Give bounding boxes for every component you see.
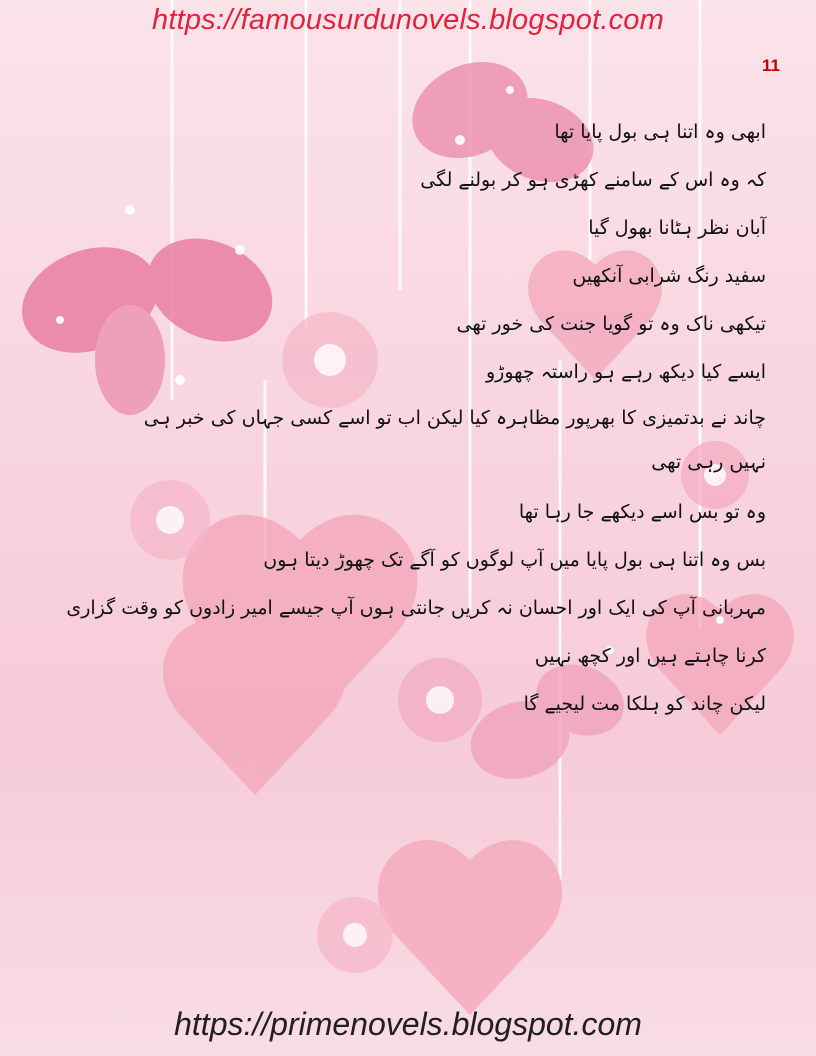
text-line: وہ تو بس اسے دیکھے جا رہا تھا (518, 501, 766, 523)
bottom-watermark-url: https://primenovels.blogspot.com (174, 1006, 642, 1042)
text-line: بس وہ اتنا ہی بول پایا میں آپ لوگوں کو آگے تک چھوڑ دیتا ہوں (263, 549, 766, 571)
novel-text-body (66, 108, 766, 728)
text-line: لیکن چاند کو ہلکا مت لیجیے گا (523, 693, 766, 715)
text-line: مہربانی آپ کی ایک اور احسان نہ کریں جانتی ہوں آپ جیسے امیر زادوں کو وقت گزاری (66, 597, 766, 619)
text-line: آبان نظر ہٹانا بھول گیا (588, 217, 766, 239)
text-line: تیکھی ناک وہ تو گویا جنت کی خور تھی (456, 313, 766, 335)
text-line: ایسے کیا دیکھ رہے ہو راستہ چھوڑو (486, 361, 766, 383)
page-number: 11 (762, 56, 780, 75)
top-watermark-url: https://famousurdunovels.blogspot.com (152, 4, 664, 36)
text-line: کرنا چاہتے ہیں اور کچھ نہیں (534, 645, 766, 667)
text-line: سفید رنگ شرابی آنکھیں (572, 265, 766, 287)
text-line: ابھی وہ اتنا ہی بول پایا تھا (554, 121, 766, 143)
text-line: چاند نے بدتمیزی کا بھرپور مظاہرہ کیا لیکن اب تو اسے کسی جہاں کی خبر ہی نہیں رہی تھی (143, 407, 766, 473)
text-line: کہ وہ اس کے سامنے کھڑی ہو کر بولنے لگی (420, 169, 766, 191)
